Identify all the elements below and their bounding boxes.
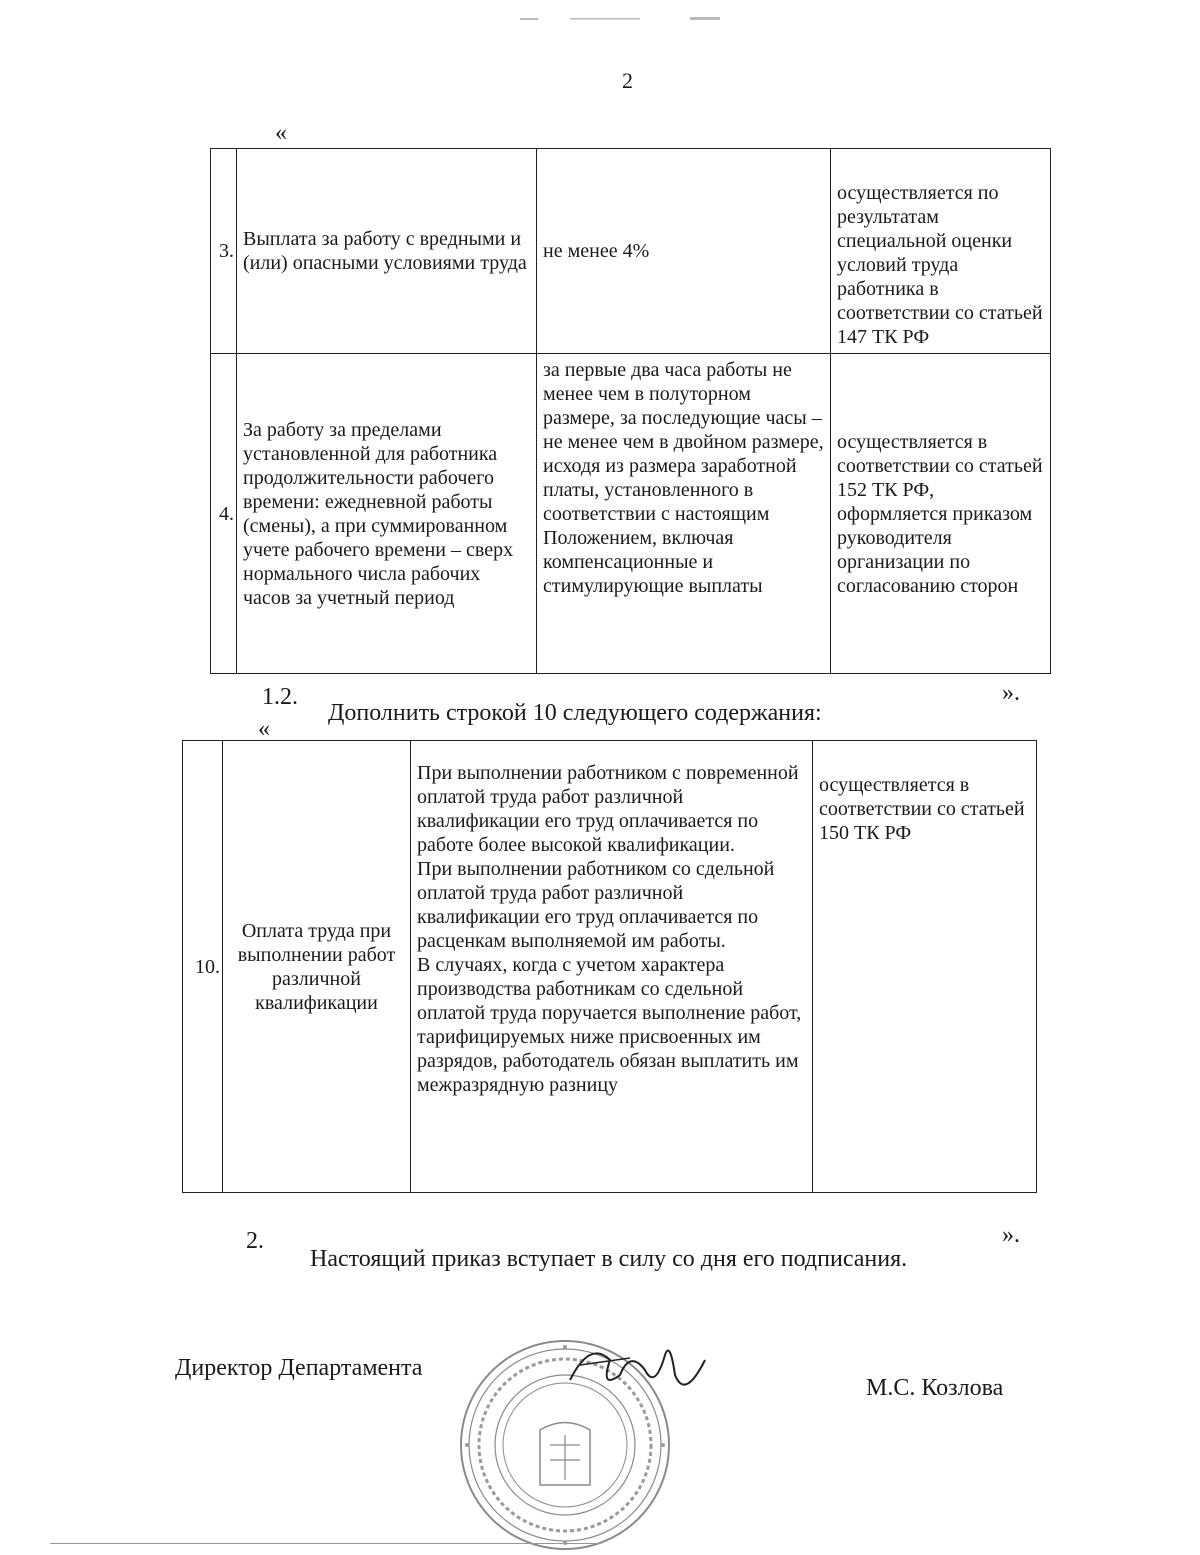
table-row [211,354,1051,674]
payment-name-cell: Оплата труда при выполнении работ различной квалификации [223,741,411,1193]
payment-note-cell: осуществляется в соответствии со статьей 152 ТК РФ, оформляется приказом руководителя организации по согласованию сторон [831,354,1051,674]
table-row [211,149,1051,354]
payment-name-cell: Выплата за работу с вредными и (или) опасными условиями труда [237,149,537,354]
payment-note-cell: осуществляется по результатам специальной оценки условий труда работника в соответствии со статьей 147 ТК РФ [831,149,1051,354]
amount-paragraph: При выполнении работником со сдельной оплатой труда работ различной квалификации его труд оплачивается по расценкам выполняемой им работы. [417,858,775,952]
payment-amount-cell: не менее 4% [537,149,831,354]
table2-open-quote: « [258,716,270,742]
allowances-table-2 [182,740,1037,1193]
row-number: 4. [211,354,237,674]
payment-amount-cell: за первые два часа работы не менее чем в полуторном размере, за последующие часы – не менее чем в двойном размере, исходя из размера заработной платы, установленного в соответствии с настоящим Положением, включая компенсационные и стимулирующие выплаты [537,354,831,674]
item-1-2-number: 1.2. [262,684,298,710]
table-row [183,741,1037,1193]
row-number: 10. [183,741,223,1193]
signatory-name: М.С. Козлова [866,1375,1004,1401]
amount-paragraph: В случаях, когда с учетом характера производства работникам со сдельной оплатой труда поручается выполнение работ, тарифицируемых ниже присвоенных им разрядов, работодатель обязан выплатить им межразрядную разницу [417,954,802,1096]
row-number: 3. [211,149,237,354]
handwritten-signature [560,1330,710,1410]
table2-close-quote: ». [1002,1222,1020,1248]
scan-artifact [520,14,730,24]
page-number: 2 [622,68,633,93]
table1-open-quote: « [275,120,287,146]
table1-close-quote: ». [1002,680,1020,706]
payment-name-cell: За работу за пределами установленной для работника продолжительности рабочего времени: ежедневной работы (смены), а при суммированном учете рабочего времени – сверх нормального числа рабочих часов за учетный период [237,354,537,674]
item-1-2-text: Дополнить строкой 10 следующего содержания: [328,700,822,726]
allowances-table-1 [210,148,1051,674]
item-2-text: Настоящий приказ вступает в силу со дня его подписания. [310,1246,908,1272]
payment-amount-cell [411,741,813,1193]
item-2-number: 2. [246,1228,264,1254]
signatory-position: Директор Департамента [175,1355,423,1381]
scan-bottom-line [50,1543,600,1544]
amount-paragraph: При выполнении работником с повременной оплатой труда работ различной квалификации его труд оплачивается по работе более высокой квалификации. [417,762,799,856]
payment-note-cell: осуществляется в соответствии со статьей 150 ТК РФ [813,741,1037,1193]
